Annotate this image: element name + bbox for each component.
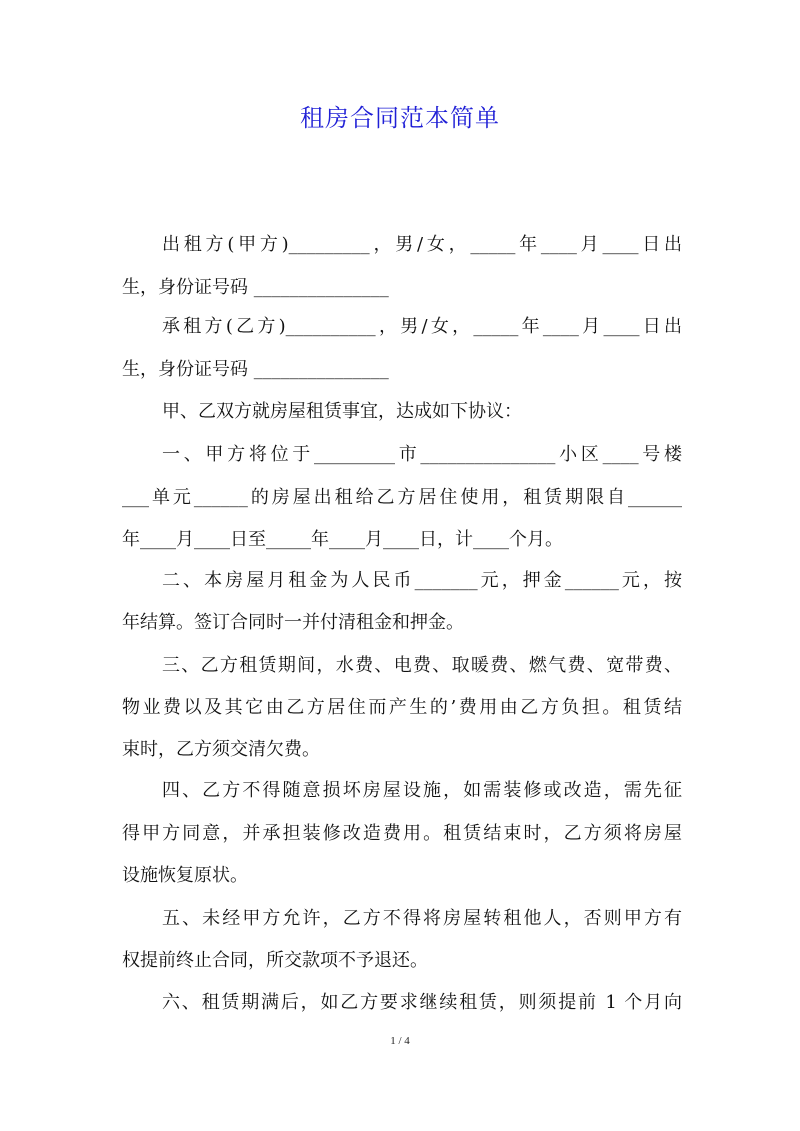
text-line: 生，身份证号码 _______________ bbox=[122, 359, 389, 380]
page-number: 1 / 4 bbox=[390, 1035, 410, 1047]
text-line: 年____月____日至_____年____月____日，计____个月。 bbox=[122, 529, 563, 550]
text-line: 出租方(甲方)_________，男/女，_____年____月____日出 bbox=[162, 234, 682, 255]
text-line: 四、乙方不得随意损坏房屋设施，如需装修或改造，需先征 bbox=[162, 780, 682, 801]
text-line: 得甲方同意，并承担装修改造费用。租赁结束时，乙方须将房屋 bbox=[122, 823, 682, 844]
document-title: 租房合同范本简单 bbox=[300, 104, 500, 132]
text-line: 设施恢复原状。 bbox=[122, 865, 248, 886]
text-line: 权提前终止合同，所交款项不予退还。 bbox=[122, 950, 428, 971]
text-line: 物业费以及其它由乙方居住而产生的’费用由乙方负担。租赁结 bbox=[122, 697, 682, 718]
text-line: 甲、乙双方就房屋租赁事宜，达成如下协议： bbox=[162, 401, 522, 422]
text-line: 六、租赁期满后，如乙方要求继续租赁，则须提前 1 个月向 bbox=[162, 992, 682, 1013]
text-line: 承租方(乙方)__________，男/女，_____年____月____日出 bbox=[162, 316, 682, 337]
text-line: ___单元______的房屋出租给乙方居住使用，租赁期限自______ bbox=[122, 487, 682, 508]
text-line: 生，身份证号码 _______________ bbox=[122, 277, 389, 298]
text-line: 束时，乙方须交清欠费。 bbox=[122, 739, 320, 760]
text-line: 五、未经甲方允许，乙方不得将房屋转租他人，否则甲方有 bbox=[162, 908, 682, 929]
text-line: 二、本房屋月租金为人民币_______元，押金______元，按 bbox=[162, 570, 682, 591]
text-line: 年结算。签订合同时一并付清租金和押金。 bbox=[122, 612, 464, 633]
text-line: 三、乙方租赁期间，水费、电费、取暖费、燃气费、宽带费、 bbox=[162, 655, 682, 676]
text-line: 一、甲方将位于_________市_______________小区____号楼 bbox=[162, 444, 682, 465]
